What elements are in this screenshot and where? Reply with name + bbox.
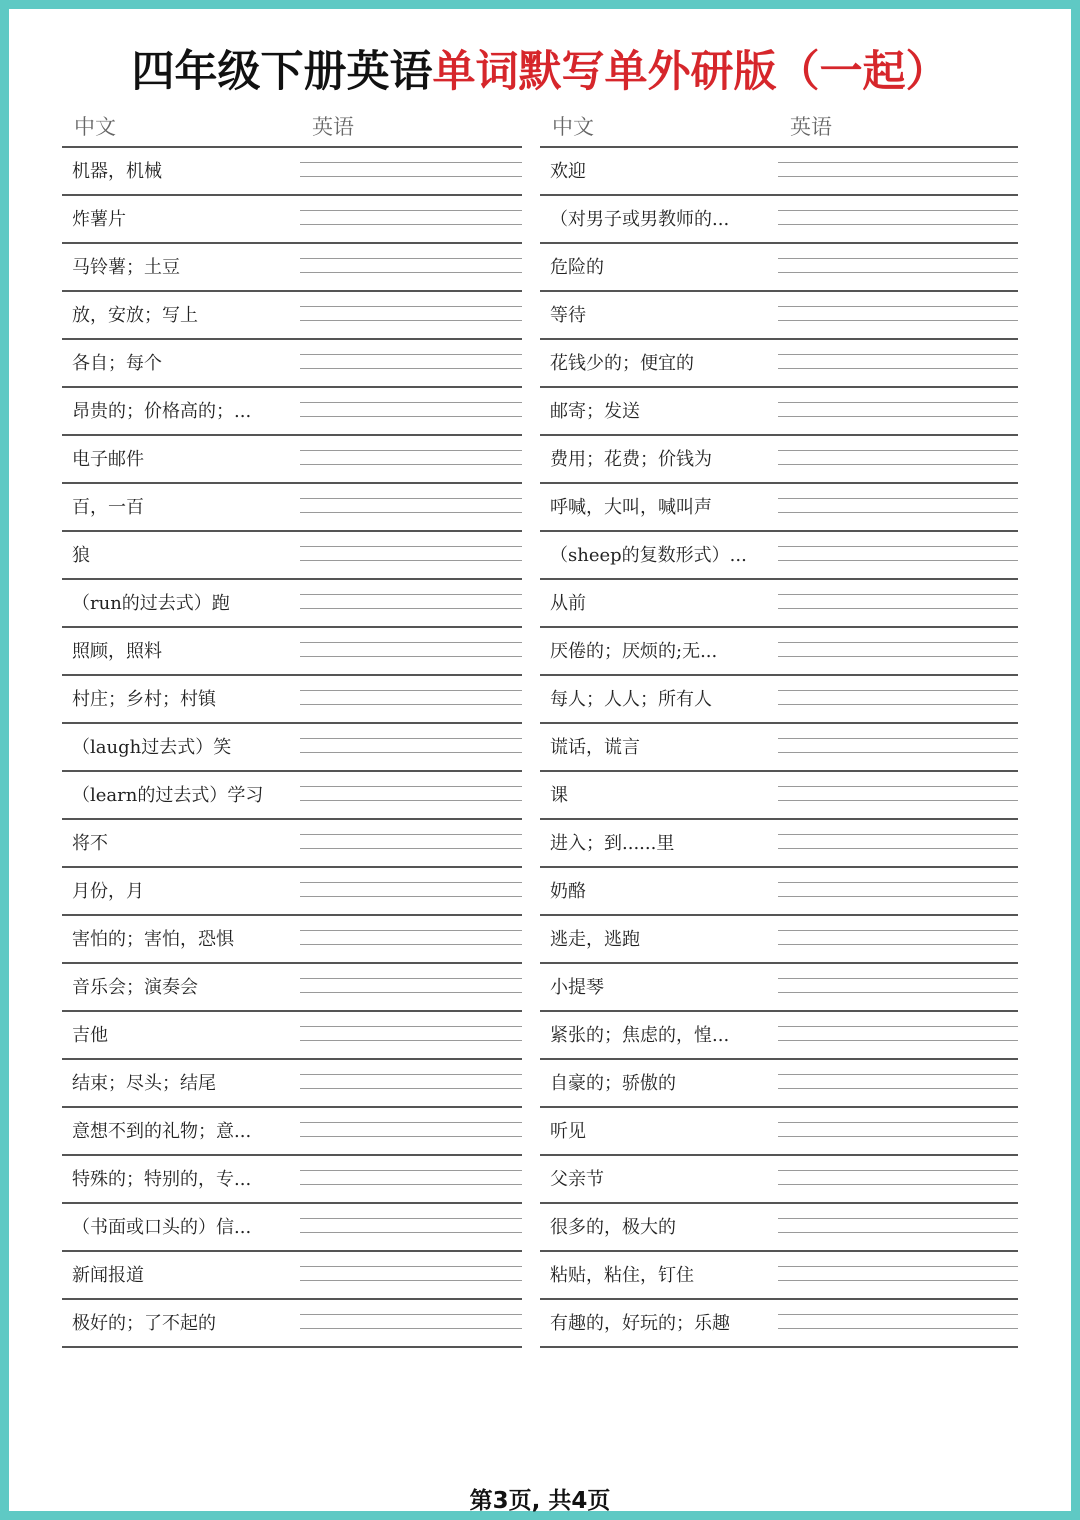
answer-line xyxy=(300,320,522,321)
answer-line xyxy=(300,354,522,355)
answer-line xyxy=(300,1026,522,1027)
answer-line xyxy=(778,498,1018,499)
chinese-word: 特殊的；特别的，专... xyxy=(72,1169,252,1190)
header-english: 英语 xyxy=(790,115,832,139)
answer-line xyxy=(778,1040,1018,1041)
word-row xyxy=(62,772,522,820)
answer-line xyxy=(778,1280,1018,1281)
chinese-word: 很多的，极大的 xyxy=(550,1217,676,1238)
chinese-word: 狼 xyxy=(72,545,90,566)
answer-line xyxy=(300,800,522,801)
chinese-word: 将不 xyxy=(72,833,108,854)
left-column-header xyxy=(62,100,522,148)
word-row xyxy=(62,820,522,868)
chinese-word: 百，一百 xyxy=(72,497,144,518)
answer-line xyxy=(778,512,1018,513)
answer-line xyxy=(300,752,522,753)
word-row xyxy=(62,292,522,340)
chinese-word: 昂贵的；价格高的；... xyxy=(72,401,252,422)
word-row xyxy=(540,1060,1018,1108)
answer-line xyxy=(778,1328,1018,1329)
answer-line xyxy=(300,1184,522,1185)
answer-line xyxy=(300,882,522,883)
answer-line xyxy=(778,786,1018,787)
chinese-word: 每人；人人；所有人 xyxy=(550,689,712,710)
answer-line xyxy=(300,944,522,945)
page-title xyxy=(0,38,1080,99)
chinese-word: 呼喊，大叫，喊叫声 xyxy=(550,497,712,518)
answer-line xyxy=(778,1026,1018,1027)
answer-line xyxy=(300,464,522,465)
chinese-word: 放，安放；写上 xyxy=(72,305,198,326)
answer-line xyxy=(300,1136,522,1137)
answer-line xyxy=(778,1074,1018,1075)
answer-line xyxy=(300,1088,522,1089)
word-row xyxy=(540,916,1018,964)
answer-line xyxy=(300,512,522,513)
word-row xyxy=(62,868,522,916)
word-row xyxy=(62,340,522,388)
answer-line xyxy=(778,656,1018,657)
answer-line xyxy=(778,608,1018,609)
answer-line xyxy=(778,800,1018,801)
chinese-word: 奶酪 xyxy=(550,881,586,902)
word-row xyxy=(62,916,522,964)
chinese-word: 厌倦的；厌烦的;无... xyxy=(550,641,718,662)
answer-line xyxy=(778,704,1018,705)
answer-line xyxy=(778,224,1018,225)
answer-line xyxy=(778,1136,1018,1137)
answer-line xyxy=(778,416,1018,417)
title-part-black: 四年级下册英语 xyxy=(131,47,433,97)
answer-line xyxy=(778,752,1018,753)
word-row xyxy=(62,724,522,772)
chinese-word: 炸薯片 xyxy=(72,209,126,230)
answer-line xyxy=(778,1218,1018,1219)
word-row xyxy=(540,628,1018,676)
word-row xyxy=(62,1012,522,1060)
chinese-word: （sheep的复数形式）... xyxy=(550,545,747,566)
answer-line xyxy=(778,368,1018,369)
answer-line xyxy=(778,258,1018,259)
answer-line xyxy=(300,416,522,417)
chinese-word: 意想不到的礼物；意... xyxy=(72,1121,252,1142)
word-row xyxy=(62,1156,522,1204)
word-row xyxy=(540,1252,1018,1300)
word-row xyxy=(540,772,1018,820)
word-row xyxy=(540,580,1018,628)
answer-line xyxy=(778,896,1018,897)
answer-line xyxy=(300,546,522,547)
answer-line xyxy=(778,450,1018,451)
answer-line xyxy=(300,1170,522,1171)
header-chinese: 中文 xyxy=(552,115,594,139)
chinese-word: 邮寄；发送 xyxy=(550,401,640,422)
answer-line xyxy=(300,978,522,979)
chinese-word: （learn的过去式）学习 xyxy=(72,785,264,806)
chinese-word: （书面或口头的）信... xyxy=(72,1217,252,1238)
answer-line xyxy=(300,1280,522,1281)
answer-line xyxy=(300,704,522,705)
chinese-word: 结束；尽头；结尾 xyxy=(72,1073,216,1094)
word-row xyxy=(62,484,522,532)
answer-line xyxy=(300,162,522,163)
chinese-word: 听见 xyxy=(550,1121,586,1142)
chinese-word: 紧张的；焦虑的，惶... xyxy=(550,1025,730,1046)
answer-line xyxy=(300,848,522,849)
chinese-word: 村庄；乡村；村镇 xyxy=(72,689,216,710)
chinese-word: 从前 xyxy=(550,593,586,614)
title-part-red: 单词默写单外研版（一起） xyxy=(432,47,949,97)
answer-line xyxy=(778,1314,1018,1315)
answer-line xyxy=(300,402,522,403)
answer-line xyxy=(778,1088,1018,1089)
answer-line xyxy=(778,464,1018,465)
page-number: 第3页, 共4页 xyxy=(469,1488,611,1514)
word-row xyxy=(540,484,1018,532)
word-row xyxy=(540,1300,1018,1348)
answer-line xyxy=(300,1218,522,1219)
word-row xyxy=(62,580,522,628)
answer-line xyxy=(300,690,522,691)
word-row xyxy=(540,1204,1018,1252)
answer-line xyxy=(778,210,1018,211)
chinese-word: （laugh过去式）笑 xyxy=(72,737,232,758)
word-row xyxy=(540,532,1018,580)
header-chinese: 中文 xyxy=(74,115,116,139)
answer-line xyxy=(300,368,522,369)
answer-line xyxy=(300,656,522,657)
answer-line xyxy=(300,1314,522,1315)
answer-line xyxy=(778,738,1018,739)
answer-line xyxy=(778,1232,1018,1233)
answer-line xyxy=(300,258,522,259)
header-english: 英语 xyxy=(312,115,354,139)
word-row xyxy=(540,964,1018,1012)
answer-line xyxy=(300,786,522,787)
answer-line xyxy=(778,1170,1018,1171)
answer-line xyxy=(778,272,1018,273)
answer-line xyxy=(778,978,1018,979)
answer-line xyxy=(778,690,1018,691)
word-row xyxy=(540,724,1018,772)
chinese-word: （run的过去式）跑 xyxy=(72,593,230,614)
chinese-word: 害怕的；害怕，恐惧 xyxy=(72,929,234,950)
word-row xyxy=(62,964,522,1012)
answer-line xyxy=(300,642,522,643)
word-row xyxy=(540,148,1018,196)
answer-line xyxy=(778,848,1018,849)
answer-line xyxy=(778,594,1018,595)
chinese-word: 花钱少的；便宜的 xyxy=(550,353,694,374)
word-row xyxy=(62,1204,522,1252)
answer-line xyxy=(300,1266,522,1267)
word-row xyxy=(540,388,1018,436)
answer-line xyxy=(300,608,522,609)
chinese-word: 有趣的，好玩的；乐趣 xyxy=(550,1313,730,1334)
word-row xyxy=(62,532,522,580)
chinese-word: 逃走，逃跑 xyxy=(550,929,640,950)
answer-line xyxy=(300,1040,522,1041)
chinese-word: 极好的；了不起的 xyxy=(72,1313,216,1334)
answer-line xyxy=(778,1184,1018,1185)
word-row xyxy=(540,1012,1018,1060)
answer-line xyxy=(300,210,522,211)
word-row xyxy=(62,1108,522,1156)
answer-line xyxy=(778,402,1018,403)
answer-line xyxy=(300,896,522,897)
word-row xyxy=(62,436,522,484)
answer-line xyxy=(778,546,1018,547)
word-row xyxy=(62,196,522,244)
chinese-word: 进入；到......里 xyxy=(550,833,675,854)
answer-line xyxy=(778,162,1018,163)
answer-line xyxy=(300,1232,522,1233)
answer-line xyxy=(778,560,1018,561)
answer-line xyxy=(300,930,522,931)
right-word-column xyxy=(540,100,1018,1348)
answer-line xyxy=(300,450,522,451)
answer-line xyxy=(778,944,1018,945)
chinese-word: 照顾，照料 xyxy=(72,641,162,662)
word-row xyxy=(540,820,1018,868)
answer-line xyxy=(300,306,522,307)
word-row xyxy=(62,1060,522,1108)
answer-line xyxy=(300,272,522,273)
answer-line xyxy=(300,1074,522,1075)
answer-line xyxy=(300,738,522,739)
answer-line xyxy=(778,992,1018,993)
answer-line xyxy=(778,320,1018,321)
chinese-word: 机器，机械 xyxy=(72,161,162,182)
answer-line xyxy=(778,1122,1018,1123)
chinese-word: 吉他 xyxy=(72,1025,108,1046)
answer-line xyxy=(300,498,522,499)
answer-line xyxy=(300,176,522,177)
answer-line xyxy=(778,354,1018,355)
word-row xyxy=(62,628,522,676)
word-row xyxy=(540,340,1018,388)
answer-line xyxy=(778,176,1018,177)
chinese-word: 等待 xyxy=(550,305,586,326)
answer-line xyxy=(778,642,1018,643)
word-row xyxy=(540,196,1018,244)
chinese-word: 电子邮件 xyxy=(72,449,144,470)
word-row xyxy=(62,1252,522,1300)
word-row xyxy=(540,436,1018,484)
chinese-word: 新闻报道 xyxy=(72,1265,144,1286)
answer-line xyxy=(778,930,1018,931)
word-row xyxy=(62,676,522,724)
chinese-word: 父亲节 xyxy=(550,1169,604,1190)
word-row xyxy=(540,868,1018,916)
chinese-word: 课 xyxy=(550,785,568,806)
word-row xyxy=(540,1156,1018,1204)
word-row xyxy=(540,292,1018,340)
chinese-word: 各自；每个 xyxy=(72,353,162,374)
answer-line xyxy=(778,882,1018,883)
left-word-column xyxy=(62,100,522,1348)
chinese-word: 危险的 xyxy=(550,257,604,278)
answer-line xyxy=(778,306,1018,307)
answer-line xyxy=(300,834,522,835)
word-row xyxy=(62,1300,522,1348)
answer-line xyxy=(300,992,522,993)
answer-line xyxy=(778,1266,1018,1267)
chinese-word: 费用；花费；价钱为 xyxy=(550,449,712,470)
chinese-word: 音乐会；演奏会 xyxy=(72,977,198,998)
chinese-word: 欢迎 xyxy=(550,161,586,182)
answer-line xyxy=(300,224,522,225)
word-row xyxy=(540,244,1018,292)
answer-line xyxy=(300,1122,522,1123)
right-column-header xyxy=(540,100,1018,148)
chinese-word: 谎话，谎言 xyxy=(550,737,640,758)
word-row xyxy=(540,676,1018,724)
answer-line xyxy=(300,594,522,595)
chinese-word: （对男子或男教师的... xyxy=(550,209,730,230)
answer-line xyxy=(300,560,522,561)
word-row xyxy=(62,148,522,196)
chinese-word: 粘贴，粘住，钉住 xyxy=(550,1265,694,1286)
word-row xyxy=(540,1108,1018,1156)
answer-line xyxy=(778,834,1018,835)
chinese-word: 月份，月 xyxy=(72,881,144,902)
chinese-word: 小提琴 xyxy=(550,977,604,998)
word-row xyxy=(62,388,522,436)
chinese-word: 马铃薯；土豆 xyxy=(72,257,180,278)
chinese-word: 自豪的；骄傲的 xyxy=(550,1073,676,1094)
word-row xyxy=(62,244,522,292)
answer-line xyxy=(300,1328,522,1329)
